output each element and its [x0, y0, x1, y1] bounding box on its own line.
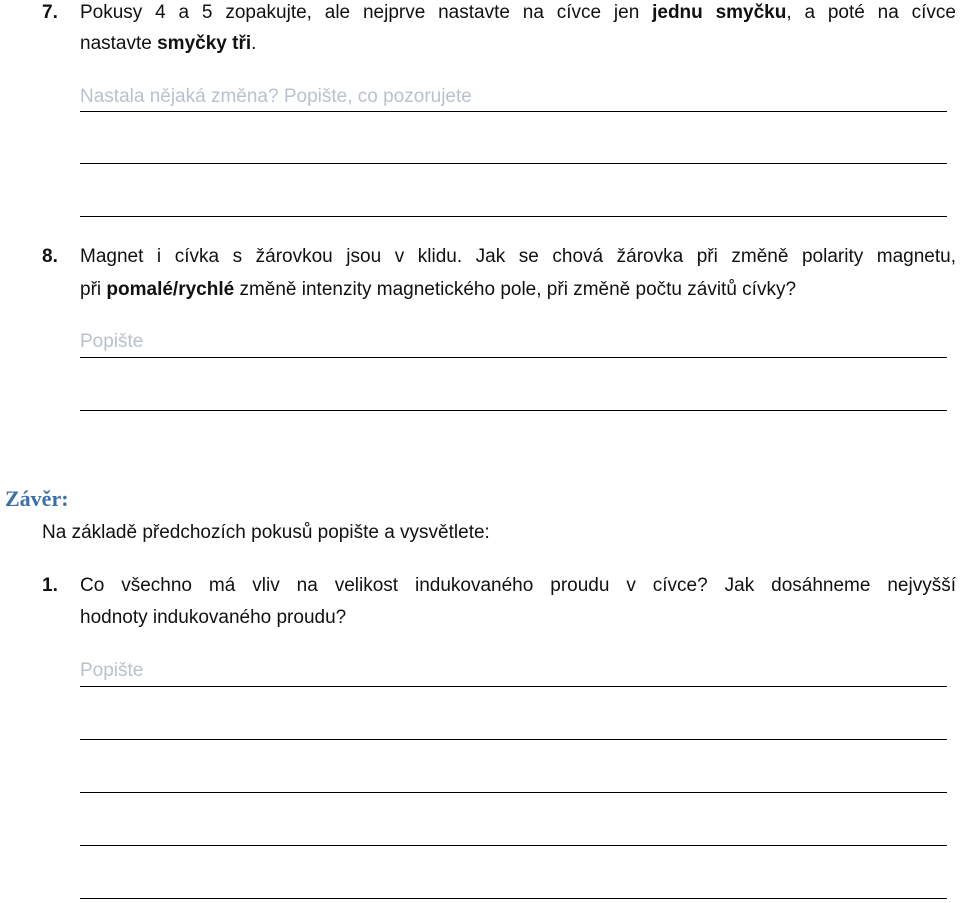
- conclusion-intro: Na základě předchozích pokusů popište a vysvětlete:: [42, 522, 490, 543]
- q8-answer-line-2[interactable]: [80, 410, 947, 411]
- c1-text-line2: hodnoty indukovaného proudu?: [80, 607, 347, 628]
- c1-text-line1: Co všechno má vliv na velikost indukovaného proudu v cívce? Jak dosáhneme nejvyšší: [80, 575, 956, 596]
- q8-text-line1: Magnet i cívka s žárovkou jsou v klidu. Jak se chová žárovka při změně polarity magnetu,: [80, 246, 956, 267]
- c1-answer-line-2[interactable]: [80, 739, 947, 740]
- c1-answer-line-3[interactable]: [80, 792, 947, 793]
- q8-answer-placeholder[interactable]: Popište: [80, 331, 144, 352]
- q8-number: 8.: [42, 246, 58, 267]
- conclusion-heading: Závěr:: [5, 486, 69, 511]
- c1-answer-line-1[interactable]: [80, 686, 947, 687]
- q7-answer-line-1[interactable]: [80, 111, 947, 112]
- c1-answer-placeholder[interactable]: Popište: [80, 660, 144, 681]
- c1-answer-line-4[interactable]: [80, 845, 947, 846]
- q7-number: 7.: [42, 2, 58, 23]
- c1-answer-line-5[interactable]: [80, 898, 947, 899]
- q8-answer-line-1[interactable]: [80, 357, 947, 358]
- q8-text-line2: při pomalé/rychlé změně intenzity magnetického pole, při změně počtu závitů cívky?: [80, 279, 797, 300]
- q7-text-line1: Pokusy 4 a 5 zopakujte, ale nejprve nastavte na cívce jen jednu smyčku, a poté na cívce: [80, 2, 956, 23]
- q7-answer-line-2[interactable]: [80, 163, 947, 164]
- c1-number: 1.: [42, 575, 58, 596]
- q7-answer-placeholder[interactable]: Nastala nějaká změna? Popište, co pozorujete: [80, 86, 472, 107]
- q7-text-line2: nastavte smyčky tři.: [80, 33, 257, 54]
- q7-answer-line-3[interactable]: [80, 216, 947, 217]
